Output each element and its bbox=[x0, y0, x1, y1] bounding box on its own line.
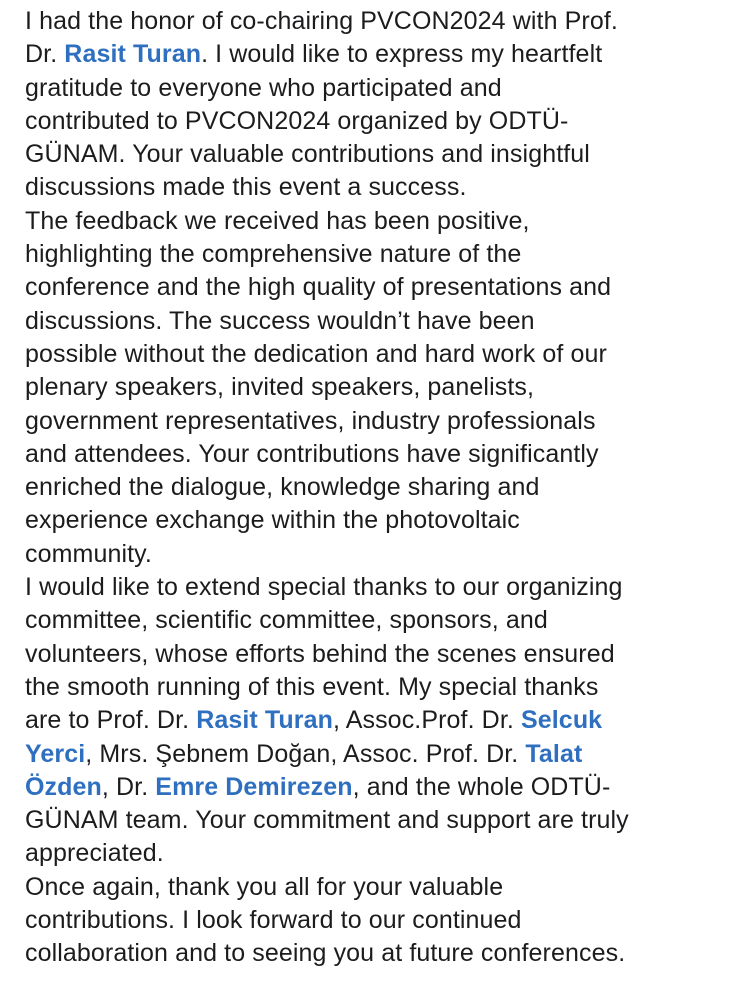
post-line: I would like to extend special thanks to our organizing bbox=[25, 573, 623, 602]
mention-link-talat-ozden[interactable]: Talat bbox=[525, 739, 583, 768]
post-line: experience exchange within the photovoltaic bbox=[25, 506, 520, 535]
post-line: collaboration and to seeing you at future conferences. bbox=[25, 939, 626, 968]
post-line: contributions. I look forward to our continued bbox=[25, 906, 522, 935]
post-line: committee, scientific committee, sponsors, and bbox=[25, 606, 548, 635]
post-line: highlighting the comprehensive nature of the bbox=[25, 240, 522, 269]
post-line: enriched the dialogue, knowledge sharing and bbox=[25, 473, 540, 502]
mention-link-rasit-turan[interactable]: Rasit Turan bbox=[64, 40, 202, 69]
post-line: gratitude to everyone who participated and bbox=[25, 73, 502, 102]
line-text: , Mrs. Şebnem Doğan, Assoc. Prof. Dr. bbox=[85, 739, 526, 768]
post-line: discussions made this event a success. bbox=[25, 173, 467, 202]
post-line: and attendees. Your contributions have significantly bbox=[25, 439, 599, 468]
mention-link-selcuk-yerci[interactable]: Selcuk bbox=[520, 706, 603, 735]
post-line: the smooth running of this event. My special thanks bbox=[25, 672, 599, 701]
post-line: volunteers, whose efforts behind the scenes ensured bbox=[25, 639, 615, 668]
line-text: Dr. bbox=[25, 40, 65, 69]
mention-link-talat-ozden[interactable]: Özden bbox=[25, 772, 102, 801]
post-line bbox=[25, 704, 740, 737]
post-line: GÜNAM. Your valuable contributions and insightful bbox=[25, 140, 590, 169]
line-text: , Dr. bbox=[101, 772, 156, 801]
post-line: conference and the high quality of presentations and bbox=[25, 273, 612, 302]
mention-link-emre-demirezen[interactable]: Emre Demirezen bbox=[155, 772, 353, 801]
post-line bbox=[25, 38, 740, 71]
mention-link-selcuk-yerci[interactable]: Yerci bbox=[25, 739, 86, 768]
post-line: GÜNAM team. Your commitment and support are truly bbox=[25, 806, 629, 835]
post-line: The feedback we received has been positive, bbox=[25, 206, 530, 235]
post-line: possible without the dedication and hard work of our bbox=[25, 339, 607, 368]
line-text: are to Prof. Dr. bbox=[25, 706, 197, 735]
post-line: appreciated. bbox=[25, 839, 164, 868]
line-text: , Assoc.Prof. Dr. bbox=[333, 706, 521, 735]
post-line bbox=[25, 738, 740, 771]
post-line bbox=[25, 771, 740, 804]
post-line: community. bbox=[25, 539, 152, 568]
post-line: government representatives, industry professionals bbox=[25, 406, 596, 435]
line-text: . I would like to express my heartfelt bbox=[201, 40, 603, 69]
post-line: I had the honor of co-chairing PVCON2024 with Prof. bbox=[25, 7, 618, 35]
post-line: Once again, thank you all for your valuable bbox=[25, 872, 504, 901]
post-line: plenary speakers, invited speakers, panelists, bbox=[25, 373, 535, 402]
post-line: contributed to PVCON2024 organized by ODTÜ- bbox=[25, 106, 569, 135]
post-line: discussions. The success wouldn’t have been bbox=[25, 306, 535, 335]
mention-link-rasit-turan[interactable]: Rasit Turan bbox=[196, 706, 333, 735]
line-text: , and the whole ODTÜ- bbox=[352, 772, 611, 801]
